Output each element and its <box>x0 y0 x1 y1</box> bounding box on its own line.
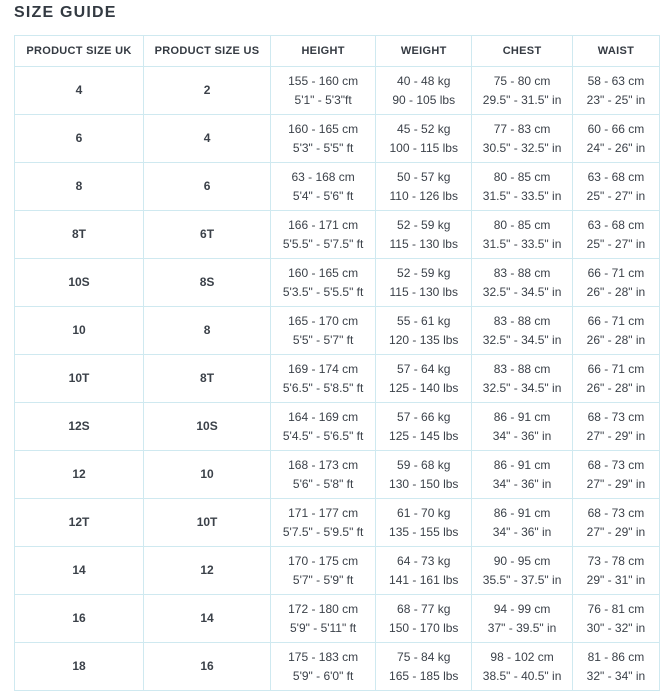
waist-imperial: 24" - 26" in <box>586 140 646 155</box>
cell-chest <box>472 67 573 115</box>
cell-chest <box>472 547 573 595</box>
waist-metric: 66 - 71 cm <box>587 265 645 280</box>
cell-chest <box>472 595 573 643</box>
cell-waist <box>572 403 659 451</box>
cell-size-us: 14 <box>144 595 271 643</box>
cell-waist <box>572 259 659 307</box>
cell-chest <box>472 403 573 451</box>
height-imperial: 5'4.5" - 5'6.5" ft <box>282 428 364 443</box>
height-imperial: 5'6.5" - 5'8.5" ft <box>282 380 364 395</box>
waist-metric: 66 - 71 cm <box>587 313 645 328</box>
chest-metric: 86 - 91 cm <box>493 457 551 472</box>
cell-waist <box>572 115 659 163</box>
chest-metric: 75 - 80 cm <box>493 73 551 88</box>
table-row <box>15 643 660 691</box>
cell-height <box>271 259 376 307</box>
cell-size-uk: 8T <box>15 211 144 259</box>
waist-metric: 81 - 86 cm <box>587 649 645 664</box>
cell-chest <box>472 211 573 259</box>
cell-height <box>271 403 376 451</box>
cell-weight <box>376 355 472 403</box>
cell-weight <box>376 595 472 643</box>
height-imperial: 5'3.5" - 5'5.5" ft <box>282 284 364 299</box>
waist-metric: 58 - 63 cm <box>587 73 645 88</box>
table-row <box>15 211 660 259</box>
chest-imperial: 32.5" - 34.5" in <box>482 380 562 395</box>
cell-size-uk: 4 <box>15 67 144 115</box>
waist-metric: 63 - 68 cm <box>587 169 645 184</box>
weight-metric: 64 - 73 kg <box>397 553 451 568</box>
cell-height <box>271 547 376 595</box>
table-row <box>15 595 660 643</box>
table-body <box>15 67 660 691</box>
cell-size-us: 4 <box>144 115 271 163</box>
cell-height <box>271 115 376 163</box>
weight-imperial: 90 - 105 lbs <box>392 92 456 107</box>
height-metric: 165 - 170 cm <box>288 313 359 328</box>
waist-metric: 68 - 73 cm <box>587 457 645 472</box>
chest-imperial: 37" - 39.5" in <box>487 620 557 635</box>
weight-imperial: 135 - 155 lbs <box>389 524 459 539</box>
weight-imperial: 125 - 145 lbs <box>389 428 459 443</box>
chest-metric: 83 - 88 cm <box>493 313 551 328</box>
cell-size-uk: 6 <box>15 115 144 163</box>
cell-height <box>271 451 376 499</box>
weight-imperial: 115 - 130 lbs <box>389 236 458 251</box>
cell-weight <box>376 259 472 307</box>
chest-imperial: 34" - 36" in <box>492 428 552 443</box>
cell-chest <box>472 451 573 499</box>
table-row <box>15 499 660 547</box>
chest-metric: 90 - 95 cm <box>493 553 551 568</box>
cell-height <box>271 211 376 259</box>
cell-height <box>271 643 376 691</box>
weight-metric: 52 - 59 kg <box>397 265 451 280</box>
cell-weight <box>376 499 472 547</box>
cell-waist <box>572 595 659 643</box>
weight-imperial: 100 - 115 lbs <box>389 140 458 155</box>
chest-metric: 98 - 102 cm <box>490 649 554 664</box>
weight-imperial: 141 - 161 lbs <box>389 572 459 587</box>
cell-height <box>271 307 376 355</box>
height-imperial: 5'4" - 5'6" ft <box>292 188 354 203</box>
cell-size-us: 8T <box>144 355 271 403</box>
weight-metric: 55 - 61 kg <box>397 313 451 328</box>
chest-imperial: 32.5" - 34.5" in <box>482 284 562 299</box>
waist-metric: 68 - 73 cm <box>587 505 645 520</box>
cell-height <box>271 499 376 547</box>
weight-imperial: 165 - 185 lbs <box>389 668 459 683</box>
waist-imperial: 32" - 34" in <box>586 668 646 683</box>
weight-imperial: 125 - 140 lbs <box>389 380 459 395</box>
waist-imperial: 25" - 27" in <box>586 188 646 203</box>
chest-imperial: 31.5" - 33.5" in <box>482 188 562 203</box>
cell-waist <box>572 547 659 595</box>
cell-size-us: 12 <box>144 547 271 595</box>
chest-metric: 80 - 85 cm <box>493 217 551 232</box>
height-metric: 160 - 165 cm <box>288 121 359 136</box>
weight-imperial: 120 - 135 lbs <box>389 332 459 347</box>
cell-waist <box>572 163 659 211</box>
cell-weight <box>376 115 472 163</box>
page-title: SIZE GUIDE <box>14 4 117 21</box>
cell-size-us: 10T <box>144 499 271 547</box>
cell-size-us: 6 <box>144 163 271 211</box>
cell-waist <box>572 499 659 547</box>
cell-waist <box>572 67 659 115</box>
weight-metric: 68 - 77 kg <box>397 601 451 616</box>
column-header-chest: CHEST <box>472 36 573 67</box>
weight-metric: 61 - 70 kg <box>397 505 451 520</box>
cell-size-uk: 16 <box>15 595 144 643</box>
chest-imperial: 32.5" - 34.5" in <box>482 332 562 347</box>
chest-metric: 86 - 91 cm <box>493 409 551 424</box>
cell-size-uk: 18 <box>15 643 144 691</box>
waist-imperial: 27" - 29" in <box>586 524 646 539</box>
height-metric: 63 - 168 cm <box>291 169 355 184</box>
cell-size-us: 10S <box>144 403 271 451</box>
height-imperial: 5'1" - 5'3"ft <box>294 92 352 107</box>
weight-metric: 57 - 66 kg <box>397 409 451 424</box>
waist-imperial: 26" - 28" in <box>586 284 646 299</box>
table-row <box>15 307 660 355</box>
table-row <box>15 451 660 499</box>
cell-waist <box>572 643 659 691</box>
chest-imperial: 31.5" - 33.5" in <box>482 236 562 251</box>
cell-size-uk: 12 <box>15 451 144 499</box>
table-row <box>15 403 660 451</box>
column-header-weight: WEIGHT <box>376 36 472 67</box>
cell-waist <box>572 451 659 499</box>
weight-metric: 75 - 84 kg <box>397 649 451 664</box>
cell-size-uk: 14 <box>15 547 144 595</box>
waist-imperial: 27" - 29" in <box>586 476 646 491</box>
column-header-waist: WAIST <box>572 36 659 67</box>
weight-imperial: 130 - 150 lbs <box>389 476 459 491</box>
column-header-product-size-uk: PRODUCT SIZE UK <box>15 36 144 67</box>
weight-metric: 50 - 57 kg <box>397 169 451 184</box>
cell-height <box>271 595 376 643</box>
cell-waist <box>572 355 659 403</box>
cell-waist <box>572 211 659 259</box>
chest-metric: 83 - 88 cm <box>493 361 551 376</box>
cell-height <box>271 355 376 403</box>
height-imperial: 5'9" - 6'0" ft <box>292 668 354 683</box>
weight-metric: 40 - 48 kg <box>397 73 451 88</box>
cell-size-uk: 12T <box>15 499 144 547</box>
table-row <box>15 115 660 163</box>
cell-waist <box>572 307 659 355</box>
chest-metric: 83 - 88 cm <box>493 265 551 280</box>
cell-chest <box>472 259 573 307</box>
chest-imperial: 30.5" - 32.5" in <box>482 140 562 155</box>
waist-metric: 66 - 71 cm <box>587 361 645 376</box>
chest-metric: 86 - 91 cm <box>493 505 551 520</box>
weight-imperial: 115 - 130 lbs <box>389 284 458 299</box>
chest-imperial: 34" - 36" in <box>492 524 552 539</box>
weight-metric: 52 - 59 kg <box>397 217 451 232</box>
waist-imperial: 25" - 27" in <box>586 236 646 251</box>
cell-weight <box>376 163 472 211</box>
cell-weight <box>376 67 472 115</box>
cell-weight <box>376 307 472 355</box>
weight-imperial: 110 - 126 lbs <box>389 188 458 203</box>
height-imperial: 5'7.5" - 5'9.5" ft <box>282 524 364 539</box>
waist-metric: 60 - 66 cm <box>587 121 645 136</box>
table-row <box>15 163 660 211</box>
cell-size-us: 16 <box>144 643 271 691</box>
waist-metric: 68 - 73 cm <box>587 409 645 424</box>
waist-imperial: 27" - 29" in <box>586 428 646 443</box>
cell-size-uk: 10S <box>15 259 144 307</box>
cell-chest <box>472 643 573 691</box>
table-row <box>15 355 660 403</box>
waist-imperial: 26" - 28" in <box>586 332 646 347</box>
waist-metric: 73 - 78 cm <box>587 553 645 568</box>
cell-size-us: 2 <box>144 67 271 115</box>
chest-imperial: 38.5" - 40.5" in <box>482 668 562 683</box>
height-metric: 175 - 183 cm <box>288 649 359 664</box>
waist-imperial: 26" - 28" in <box>586 380 646 395</box>
cell-chest <box>472 355 573 403</box>
cell-weight <box>376 211 472 259</box>
height-imperial: 5'7" - 5'9" ft <box>292 572 354 587</box>
chest-metric: 80 - 85 cm <box>493 169 551 184</box>
height-imperial: 5'3" - 5'5" ft <box>292 140 354 155</box>
cell-chest <box>472 163 573 211</box>
waist-imperial: 23" - 25" in <box>586 92 646 107</box>
height-metric: 166 - 171 cm <box>288 217 359 232</box>
cell-chest <box>472 499 573 547</box>
chest-imperial: 29.5" - 31.5" in <box>482 92 562 107</box>
height-imperial: 5'5" - 5'7" ft <box>292 332 354 347</box>
cell-size-us: 6T <box>144 211 271 259</box>
height-metric: 164 - 169 cm <box>288 409 359 424</box>
cell-weight <box>376 547 472 595</box>
column-header-product-size-us: PRODUCT SIZE US <box>144 36 271 67</box>
size-guide-table <box>14 35 660 691</box>
height-metric: 169 - 174 cm <box>288 361 359 376</box>
chest-imperial: 35.5" - 37.5" in <box>482 572 562 587</box>
waist-metric: 63 - 68 cm <box>587 217 645 232</box>
cell-height <box>271 163 376 211</box>
weight-metric: 59 - 68 kg <box>397 457 451 472</box>
height-metric: 168 - 173 cm <box>288 457 359 472</box>
weight-metric: 45 - 52 kg <box>397 121 451 136</box>
waist-metric: 76 - 81 cm <box>587 601 645 616</box>
weight-metric: 57 - 64 kg <box>397 361 451 376</box>
weight-imperial: 150 - 170 lbs <box>389 620 459 635</box>
height-metric: 171 - 177 cm <box>288 505 359 520</box>
cell-chest <box>472 307 573 355</box>
chest-metric: 94 - 99 cm <box>493 601 551 616</box>
cell-size-us: 8S <box>144 259 271 307</box>
cell-weight <box>376 643 472 691</box>
chest-metric: 77 - 83 cm <box>493 121 551 136</box>
cell-size-us: 8 <box>144 307 271 355</box>
header-row <box>15 36 660 67</box>
cell-size-us: 10 <box>144 451 271 499</box>
cell-chest <box>472 115 573 163</box>
table-row <box>15 547 660 595</box>
cell-size-uk: 8 <box>15 163 144 211</box>
table-row <box>15 67 660 115</box>
height-metric: 172 - 180 cm <box>288 601 359 616</box>
height-imperial: 5'9" - 5'11" ft <box>290 620 357 635</box>
cell-size-uk: 10 <box>15 307 144 355</box>
cell-height <box>271 67 376 115</box>
chest-imperial: 34" - 36" in <box>492 476 552 491</box>
cell-weight <box>376 403 472 451</box>
waist-imperial: 29" - 31" in <box>586 572 646 587</box>
height-metric: 155 - 160 cm <box>288 73 359 88</box>
height-metric: 170 - 175 cm <box>288 553 359 568</box>
height-imperial: 5'6" - 5'8" ft <box>292 476 354 491</box>
cell-size-uk: 10T <box>15 355 144 403</box>
table-row <box>15 259 660 307</box>
cell-weight <box>376 451 472 499</box>
height-imperial: 5'5.5" - 5'7.5" ft <box>282 236 364 251</box>
cell-size-uk: 12S <box>15 403 144 451</box>
column-header-height: HEIGHT <box>271 36 376 67</box>
height-metric: 160 - 165 cm <box>288 265 359 280</box>
waist-imperial: 30" - 32" in <box>586 620 646 635</box>
